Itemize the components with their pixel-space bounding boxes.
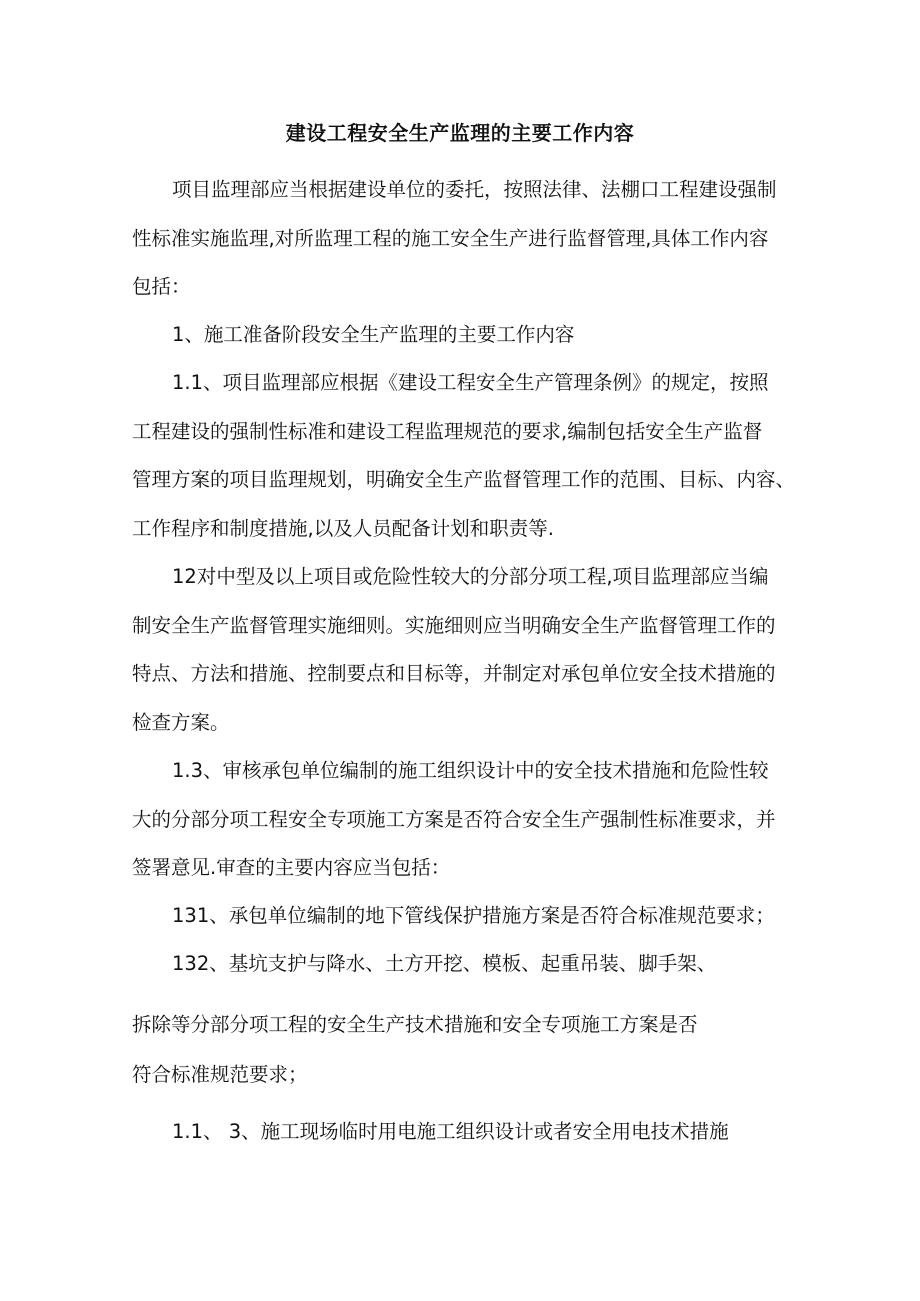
- item-1-3-paragraph: [132, 747, 792, 893]
- paragraph-line: 131、承包单位编制的地下管线保护措施方案是否符合标准规范要求；: [172, 904, 775, 927]
- paragraph-line: 1.3、审核承包单位编制的施工组织设计中的安全技术措施和危险性较: [172, 759, 769, 782]
- paragraph-line: 132、基坑支护与降水、土方开挖、模板、起重吊装、脚手架、: [172, 952, 717, 975]
- paragraph-line: 性标准实施监理,对所监理工程的施工安全生产进行监督管理,具体工作内容: [132, 226, 769, 250]
- paragraph-line: 特点、方法和措施、控制要点和目标等，并制定对承包单位安全技术措施的: [132, 662, 776, 685]
- item-131-paragraph: [132, 892, 792, 941]
- paragraph-line: 12对中型及以上项目或危险性较大的分部分项工程,项目监理部应当编: [172, 565, 769, 588]
- paragraph-line: 签署意见.审查的主要内容应当包括：: [132, 856, 451, 879]
- heading-line: 1、施工准备阶段安全生产监理的主要工作内容: [172, 323, 575, 346]
- item-132-continuation-2: 符合标准规范要求；: [132, 1063, 308, 1086]
- paragraph-line: 1.1、项目监理部应根据《建设工程安全生产管理条例》的规定，按照: [172, 371, 769, 394]
- paragraph-line: 工程建设的强制性标准和建设工程监理规范的要求,编制包括安全生产监督: [132, 419, 763, 443]
- paragraph-line: 检查方案。: [132, 710, 230, 734]
- section-1-heading: [132, 311, 792, 360]
- intro-paragraph: [132, 166, 792, 312]
- item-1-1-paragraph: [132, 359, 796, 553]
- paragraph-line: 项目监理部应当根据建设单位的委托，按照法律、法棚口工程建设强制: [172, 178, 777, 201]
- paragraph-line: 工作程序和制度措施,以及人员配备计划和职责等.: [132, 516, 554, 540]
- item-1-2-paragraph: [132, 553, 792, 747]
- paragraph-line: 包括：: [132, 275, 191, 298]
- item-1-1-3-paragraph: 1.1、 3、施工现场临时用电施工组织设计或者安全用电技术措施: [172, 1120, 729, 1143]
- paragraph-line: 管理方案的项目监理规划，明确安全生产监督管理工作的范围、目标、内容、: [132, 468, 796, 491]
- item-132-paragraph: [132, 940, 792, 989]
- item-132-continuation-1: 拆除等分部分项工程的安全生产技术措施和安全专项施工方案是否: [132, 1013, 698, 1036]
- document-title: 建设工程安全生产监理的主要工作内容: [285, 121, 635, 145]
- paragraph-line: 大的分部分项工程安全专项施工方案是否符合安全生产强制性标准要求，并: [132, 807, 776, 831]
- paragraph-line: 制安全生产监督管理实施细则。实施细则应当明确安全生产监督管理工作的: [132, 613, 776, 637]
